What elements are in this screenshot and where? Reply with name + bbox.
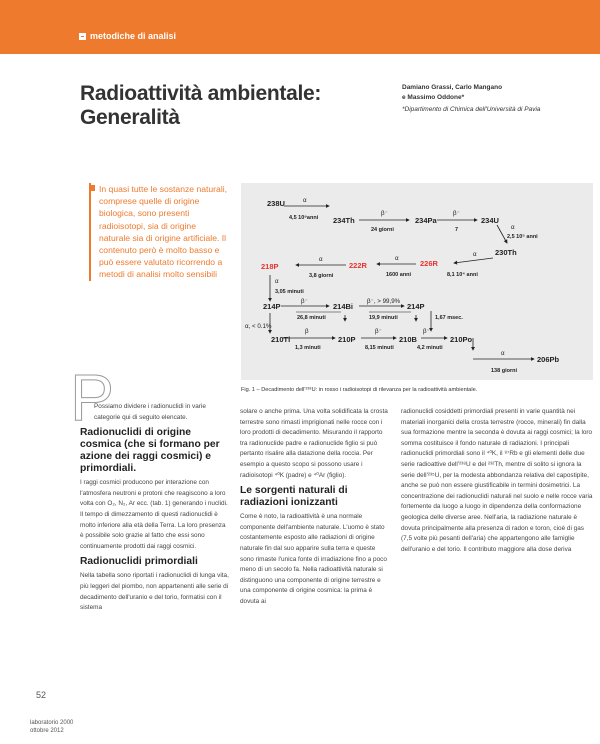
label-alpha-7: α [501,350,505,357]
label-alpha-6: α [275,278,279,285]
label-bi214-t: 19,9 minuti [369,315,398,321]
node-pb210: 210P [338,335,356,344]
drop-cap: P [70,360,115,434]
label-th234-t: 24 giorni [371,227,394,233]
col2-paragraph-2: Come è noto, la radioattività è una normale componente dell'ambiente naturale. L'uomo è stato costantemente esposto alle radiazioni di origine naturale fin dal suo apparire sulla terra e queste sono rimaste l'unica fonte di irradiazione fino a poco meno di un secolo fa. Nella radioattività naturale si distinguono una componente di origine terrestre e una componente di origine cosmica: la prima è dovuta ai [240,513,387,605]
header-bar [0,0,600,54]
section-label [79,31,176,41]
label-pa234-t: 7 [455,227,459,233]
label-pb210-t: 8,15 minuti [365,345,394,351]
node-u238: 238U [267,199,285,208]
label-tl210-t: 1,3 minuti [295,345,321,351]
label-alpha-2: α [511,224,515,231]
heading-sources: Le sorgenti naturali di radiazioni ionizzanti [240,485,348,509]
label-po214-t: 1,67 msec. [435,315,463,321]
article-title [80,82,340,130]
column-3 [401,407,593,559]
label-alpha-1: α [303,197,307,204]
page-number: 52 [36,690,47,700]
node-u234: 234U [481,216,499,225]
figure-caption: Fig. 1 – Decadimento dell'²³⁸U: in rosso i radioisotopi di rilevanza per la radioattività ambientale. [241,387,478,393]
label-u234-t: 2,5 10⁵ anni [507,234,538,240]
node-tl210: 210Tl [271,335,291,344]
article-title-line1: Radioattività ambientale: [80,82,322,105]
label-pb214-t: 26,8 minuti [297,315,326,321]
node-po218: 218P [261,262,279,271]
column-2 [240,407,390,612]
node-th234: 234Th [333,216,355,225]
node-th230: 230Th [495,248,517,257]
node-pa234: 234Pa [415,216,437,225]
node-ra226: 226R [420,259,438,268]
heading-cosmic: Radionuclidi di origine cosmica (che si formano per azione dei raggi cosmici) e primordiali. [80,427,220,475]
col1-paragraph-3: Nella tabella sono riportati i radionuclidi di lunga vita, più leggeri del piombo, non appartenenti alle serie di decadimento dell'uranio e del torio, formatisi con il sistema [80,572,229,612]
label-rn222-t: 3,8 giorni [309,273,334,279]
label-alpha-3: α [473,251,477,258]
label-po218-t: 3,05 minuti [275,289,304,295]
label-alpha-5: α [319,256,323,263]
abstract: In quasi tutte le sostanze naturali, comprese quelle di origine biologica, sono presenti radioisotopi, sia di origine naturale sia di origine artificiale. Il contenuto però è molto basso e può essere valutato ricorrendo a metodi di analisi molto sensibili [89,183,229,281]
label-th230-t: 8,1 10⁴ anni [447,272,478,278]
decay-chain-svg [241,183,593,380]
article-title-line2: Generalità [80,106,180,129]
heading-primordial: Radionuclidi primordiali [80,556,198,568]
author-names-2: e Massimo Oddone* [402,94,465,101]
node-po210: 210Po [450,335,473,344]
publication-name: laboratorio 2000 [30,720,74,726]
label-beta-4: β [305,328,309,335]
authors-block [402,83,592,115]
label-beta-1: β⁻ [381,210,388,217]
column-1 [80,402,230,618]
node-pb214: 214P [263,302,281,311]
abstract-marker [89,185,95,191]
col3-paragraph-1: radionuclidi cosiddetti primordiali presenti in varie quantità nei materiali inorganici della crosta terrestre (rocce, minerali) fin dalla sua formazione mentre la seconda è dovuta ai raggi cosmici; la loro somma costituisce il fondo naturale di radiazioni. I principali radionuclidi primordiali sono il ⁴⁰K, il ⁸⁷Rb e gli elementi delle due serie radioattive dell'²³⁸U e del ²³²Th, mentre di solito si ignora la serie dell'²³⁵U, per la modesta abbondanza relativa del capostipite, anche se può non essere giustificabile in termini dosimetrici. La concentrazione dei radionuclidi naturali nel suolo e nelle rocce varia fortemente da luogo a luogo in dipendenza della conformazione geologica delle diverse aree. Nell'aria, la radiazione naturale è dovuta principalmente alla presenza di radon e toron, cioè di gas (7,5 volte più pesanti dell'aria) che appartengono alle famiglie dell'uranio e del torio. Il contributo maggiore alla dose deriva [401,408,593,553]
col2-paragraph-1: solare o anche prima. Una volta solidificata la crosta terrestre sono rimasti imprigionati nelle rocce con i loro prodotti di decadimento. Misurando il rapporto tra radionuclide padre e radionuclide figlio si può pertanto risalire alla datazione della roccia. Per esempio a questo scopo si possono usare i radioisotopi ⁴⁰K (padre) e ⁴⁰Ar (figlio). [240,408,388,479]
col1-intro: Possiamo dividere i radionuclidi in varie categorie qui di seguito elencate. [94,403,206,421]
label-beta-2: β⁻ [453,210,460,217]
label-po210-t: 138 giorni [491,368,517,374]
label-bi210-t: 4,2 minuti [417,345,443,351]
publication-date: ottobre 2012 [30,728,64,734]
section-label-text: metodiche di analisi [90,31,177,41]
minus-box-icon [79,33,86,40]
node-pb206: 206Pb [537,355,560,364]
node-rn222: 222R [349,261,367,270]
author-names: Damiano Grassi, Carlo Mangano [402,84,503,91]
label-beta-5: β⁻ [375,328,382,335]
node-po214: 214P [407,302,425,311]
col1-paragraph-2: I raggi cosmici producono per interazione con l'atmosfera neutroni e protoni che reagiscono a loro volta con O₂, N₂, Ar ecc. (tab. 1) generando i nuclidi. Il tempo di dimezzamento di questi radionuclidi è molto inferiore alla età della Terra. La loro presenza è possibile solo grazie al fatto che essi sono continuamente prodotti dai raggi cosmici. [80,479,228,550]
label-alpha-4: α [395,255,399,262]
publication-info [30,719,73,735]
node-bi210: 210B [399,335,417,344]
label-ra226-t: 1600 anni [386,272,412,278]
node-bi214: 214Bi [333,302,354,311]
label-beta-6: β⁻ [423,328,430,335]
label-u238-t: 4,5 10⁹anni [289,215,319,221]
author-affiliation: *Dipartimento di Chimica dell'Università di Pavia [402,106,541,113]
label-bi214-b: β⁻, > 99,9% [367,298,401,305]
label-beta-3: β⁻ [301,298,308,305]
label-branch: α, < 0.1% [245,323,272,330]
decay-diagram [241,183,593,380]
